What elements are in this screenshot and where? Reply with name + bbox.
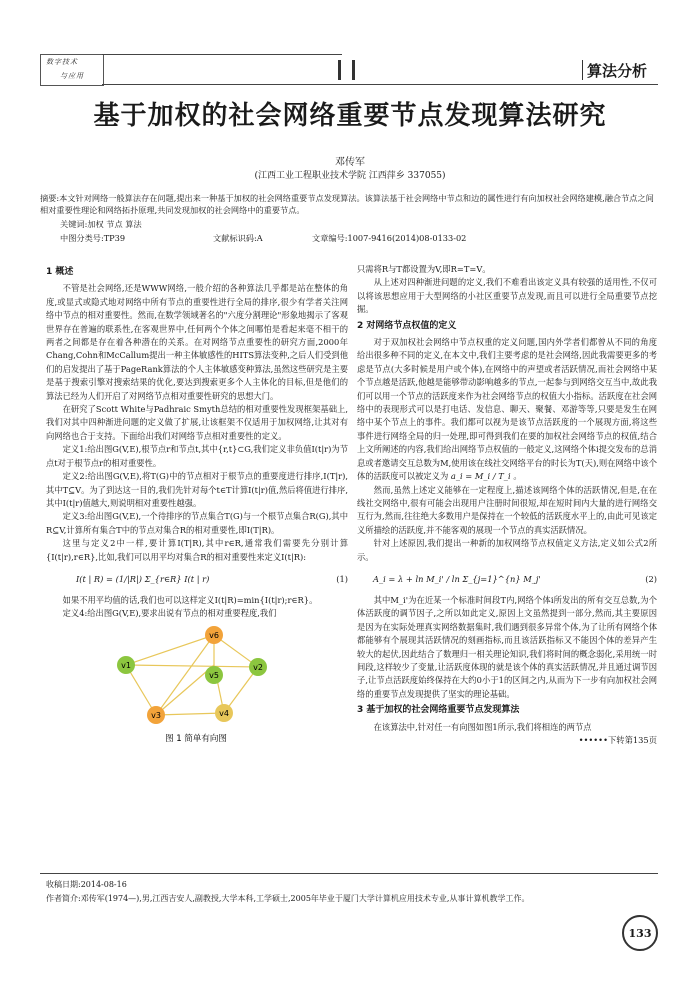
figure-caption: 图 1 简单有向图 <box>165 733 227 744</box>
author: 邓传军 <box>335 157 365 168</box>
formula-2 <box>357 567 657 591</box>
paragraph: 不管是社会网络,还是WWW网络,一般介绍的各种算法几乎都是站在整体的角度,或显式或隐式地对网络中所有节点的重要性进行全局的排序,很少有学者关注网络中节点的相对重要性。然而,在数学领域著名的"六度分割理论"形象地揭示了客观世界存在普遍的联系性,在客观世界中,任何两个个体之间哪怕是看起来毫不相干的两者之间都是存在着各种潜在的关系。在对网络节点重要性的研究方面,2000年Chang,Cohn和McCallum提出一种主体敏感性的HITS算法变种,之后人们受到他们的启发提出了基于PageRank算法的个人主体敏感变种算法,虽然这些研究是主要是基于搜索引擎对搜索结果的优化,要达到搜索更多个人主体化的目标,但是他们的算法已经为人们开启了对网络节点相对重要性研究的思想大门。 <box>46 283 348 401</box>
paragraph: 在该算法中,针对任一有向图如图1所示,我们将相连的两节点 <box>373 721 592 732</box>
directed-graph-figure <box>46 625 346 745</box>
graph-edges <box>126 635 258 715</box>
header-rule <box>102 84 658 85</box>
abstract: 摘要:本文针对网络一般算法存在问题,提出来一种基于加权的社会网络重要节点发现算法。该算法基于社会网络中节点和边的属性进行有向加权社会网络建模,融合节点之间相对重要性理论和网络拓扑原理,共同发现加权的社会网络中的重要节点。 <box>40 193 654 215</box>
logo-line1: 数字技术 <box>46 58 78 66</box>
paragraph: 只需将R与T都设置为V,即R=T=V。 <box>357 264 491 274</box>
node-v3 <box>147 706 165 724</box>
paragraph: 如果不用平均值的话,我们也可以这样定义I(t|R)=min{I(t|r);r∈R}。 <box>62 594 318 605</box>
node-v1 <box>117 656 135 674</box>
svg-text:v3: v3 <box>151 710 161 720</box>
left-column <box>46 263 348 745</box>
page-number: 133 <box>628 926 652 940</box>
svg-text:v1: v1 <box>121 660 131 670</box>
formula-1-number: (1) <box>336 573 348 584</box>
node-v6 <box>205 626 223 644</box>
paragraph: 针对上述原因,我们提出一种新的加权网络节点权值定义方法,定义如公式2所示。 <box>357 538 657 562</box>
class-number: 中图分类号:TP39 <box>60 233 126 243</box>
inline-formula: a_i = M_i / T_i 。 <box>450 471 522 482</box>
svg-text:v2: v2 <box>253 662 263 672</box>
section-3-title: 3 基于加权的社会网络重要节点发现算法 <box>357 705 520 716</box>
received-date: 收稿日期:2014-08-16 <box>46 880 127 889</box>
formula-1-text: I(t | R) = (1/|R|) Σ_{r∈R} I(t | r) <box>76 573 210 584</box>
logo-line2: 与应用 <box>60 72 84 80</box>
footer-rule <box>40 873 658 874</box>
author-bio: 作者简介:邓传军(1974—),男,江西吉安人,副教授,大学本科,工学硕士,2005年毕业于厦门大学计算机应用技术专业,从事计算机教学工作。 <box>46 894 530 903</box>
definition-1: 定义1:给出图G(V,E),根节点r和节点t,其中{r,t}⊂G,我们定义非负值I(t|r)为节点t对于根节点r的相对重要性。 <box>46 444 348 468</box>
paragraph: 在研究了Scott White与Padhraic Smyth总结的相对重要性发现框架基础上,我们对其中四种渐进问题的定义做了扩展,让该框架不仅适用于加权网络,让其对有向网络也合于支持。下面给出我们对网络节点相对重要性的定义。 <box>46 404 348 441</box>
node-v5 <box>205 666 223 684</box>
paragraph: 然而,虽然上述定义能够在一定程度上,描述该网络个体的活跃情况,但是,在在线社交网络中,很有可能会出现用户注册时间很短,却在短时间内大量的进行网络交互行为,然而,往往绝大多数用户是保持在一个较低的活跃度水平上的,由此可见该定义所描绘的活跃度,并不能客观的展现一个节点的真实活跃情况。 <box>357 484 657 535</box>
formula-1 <box>46 567 348 591</box>
definition-3: 定义3:给出图G(V,E),一个待排序的节点集合T(G)与一个根节点集合R(G),其中R⊆V,计算所有集合T中的节点对集合R的相对重要性,即I(T|R)。 <box>46 511 348 535</box>
section-1-title: 1 概述 <box>46 267 74 277</box>
article-number: 文章编号:1007-9416(2014)08-0133-02 <box>312 233 467 243</box>
header-rule-top <box>102 54 342 55</box>
paragraph: 其中M_i'为在近某一个标准时间段T内,网络个体i所发出的所有交互总数,为个体活跃度的调节因子,之所以如此定义,原因上文虽然提到一部分,然而,其主要原因是因为在实际处理真实网络数据集时,我们遇到很多异常个体,为了让所有网络个体都能够有个展现其活跃情况的刻画指标,而且该活跃指标又不能因个体的差异产生较大的起伏,因此结合了数理归一相关理论知识,我们将时间的概念弱化,采用统一时间段,这样较少了变量,让活跃度体现的就是该个体的真实活跃情况,并且通过调节因子,让节点活跃度始终保持在大约0小于1的区间之内,从而为下一步有向加权社会网络的重要节点发现提供了坚实的理论基础。 <box>357 594 657 699</box>
svg-text:v4: v4 <box>219 708 229 718</box>
affiliation: (江西工业工程职业技术学院 江西萍乡 337055) <box>254 171 446 181</box>
section-2-title: 2 对网络节点权值的定义 <box>357 320 457 331</box>
svg-text:v5: v5 <box>209 670 219 680</box>
section-tag: 算法分析 <box>587 62 648 80</box>
definition-4: 定义4:给出图G(V,E),要求出说有节点的相对重要程度,我们 <box>62 608 277 619</box>
page-title: 基于加权的社会网络重要节点发现算法研究 <box>93 101 607 131</box>
svg-text:v6: v6 <box>209 630 219 640</box>
page-number-badge <box>622 915 658 951</box>
paragraph: 从上述对四种渐进问题的定义,我们不难看出该定义具有较强的适用性,不仅可以将该思想应用于大型网络的小社区重要节点发现,而且可以进行全局重要节点挖掘。 <box>357 277 657 315</box>
node-v2 <box>249 658 267 676</box>
right-column <box>357 263 657 747</box>
continued-note: ••••••下转第135页 <box>578 735 657 745</box>
keywords: 关键词:加权 节点 算法 <box>60 219 142 229</box>
formula-2-number: (2) <box>645 573 657 584</box>
formula-2-text: A_i = λ + ln M_i' / ln Σ_{j=1}^{n} M_j' <box>373 573 541 584</box>
node-v4 <box>215 704 233 722</box>
definition-2: 定义2:给出图G(V,E),将T(G)中的节点相对于根节点的重要度进行排序,I(T|r),其中T⊆V。为了到达这一目的,我们先针对每个t∈T计算I(t|r)值,然后将值进行排序,其中I(t|r)值越大,则说明相对重要性越强。 <box>46 471 348 508</box>
document-code: 文献标识码:A <box>213 233 263 243</box>
paragraph: 对于双加权社会网络中节点权重的定义问题,国内外学者们都曾从不同的角度给出很多种不同的定义,在本文中,我们主要考虑的是社会网络,因此我需要更多的考虑是节点(大多时候是用户或个体),在网络中的声望或者活跃情况,而社会网络中某个节点越是活跃,他越是能够带动影响越多的节点,一起参与到网络交互当中,故此我们可以用一个节点的活跃度来作为社会网络节点的权值大小指标。活跃度在社会网络中的表现形式可以是打电话、发信息、聊天、聚餐、邓游等等,只要是发生在网络中某个节点上的事件。我们都可以视为是该节点活跃度的一个展现方面,将这些事件进行网络全局的归一处理,即可得到我们在要的加权社会网络节点的权值,结合上文所阐述的内容,我们给出网络节点权值的一般定义,这网络个体i提交发布的总消息或者邀请交互总数为M,使用该在线社交网络平台的时长为T(天),则在网络中该个体的活跃度可以被定义为 a_i = M_i / T_i 。 <box>357 337 657 482</box>
paragraph: 这里与定义2中一样,要计算I(T|R),其中r∈R,通常我们需要先分别计算{I(t|r),r∈R},比如,我们可以用平均对集合R的相对重要性来定义I(t|R): <box>46 538 348 562</box>
